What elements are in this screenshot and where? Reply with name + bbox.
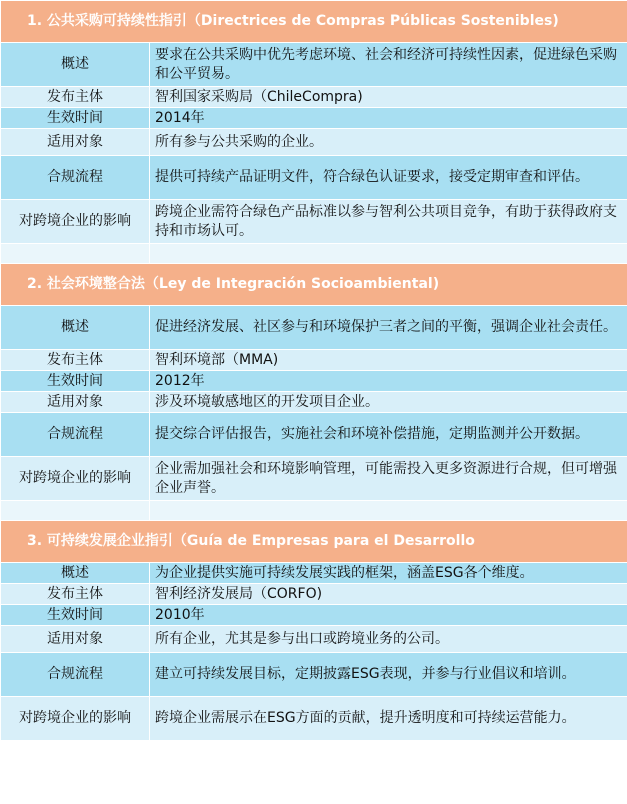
- row-label: 发布主体: [1, 350, 150, 371]
- table-row: [1, 306, 627, 350]
- row-label: 概述: [1, 563, 150, 584]
- row-value: 跨境企业需展示在ESG方面的贡献，提升透明度和可持续运营能力。: [150, 697, 627, 741]
- table-row: [1, 350, 627, 371]
- row-value: 智利国家采购局（ChileCompra): [150, 87, 627, 108]
- row-label: 概述: [1, 306, 150, 350]
- table-row: [1, 626, 627, 653]
- table-row: [1, 156, 627, 200]
- section-header-row: [1, 264, 627, 306]
- row-label: 合规流程: [1, 653, 150, 697]
- table-row: [1, 653, 627, 697]
- row-label: 合规流程: [1, 156, 150, 200]
- table-row: [1, 43, 627, 87]
- row-label: 概述: [1, 43, 150, 87]
- row-value: 2012年: [150, 371, 627, 392]
- row-value: 所有参与公共采购的企业。: [150, 129, 627, 156]
- row-value: 所有企业，尤其是参与出口或跨境业务的公司。: [150, 626, 627, 653]
- row-value: 智利环境部（MMA): [150, 350, 627, 371]
- row-label: 生效时间: [1, 371, 150, 392]
- table-row: [1, 697, 627, 741]
- row-value: 企业需加强社会和环境影响管理，可能需投入更多资源进行合规，但可增强企业声誉。: [150, 457, 627, 501]
- table-row: [1, 108, 627, 129]
- table-row: [1, 87, 627, 108]
- table-row: [1, 129, 627, 156]
- row-label: 对跨境企业的影响: [1, 200, 150, 244]
- row-label: 生效时间: [1, 108, 150, 129]
- section-title: 1. 公共采购可持续性指引（Directrices de Compras Públicas Sostenibles): [1, 1, 627, 43]
- table-row: [1, 200, 627, 244]
- table-row: [1, 605, 627, 626]
- row-label: 发布主体: [1, 87, 150, 108]
- row-label: 适用对象: [1, 392, 150, 413]
- section-header-row: [1, 1, 627, 43]
- row-value: 建立可持续发展目标，定期披露ESG表现，并参与行业倡议和培训。: [150, 653, 627, 697]
- spacer-row: [1, 501, 627, 521]
- row-value: 为企业提供实施可持续发展实践的框架，涵盖ESG各个维度。: [150, 563, 627, 584]
- row-value: 要求在公共采购中优先考虑环境、社会和经济可持续性因素，促进绿色采购和公平贸易。: [150, 43, 627, 87]
- row-label: 生效时间: [1, 605, 150, 626]
- table-row: [1, 413, 627, 457]
- section-title: 3. 可持续发展企业指引（Guía de Empresas para el Desarrollo: [1, 521, 627, 563]
- table-row: [1, 371, 627, 392]
- spacer-row: [1, 244, 627, 264]
- table-row: [1, 457, 627, 501]
- row-value: 提交综合评估报告，实施社会和环境补偿措施，定期监测并公开数据。: [150, 413, 627, 457]
- section-title: 2. 社会环境整合法（Ley de Integración Socioambiental): [1, 264, 627, 306]
- row-label: 合规流程: [1, 413, 150, 457]
- row-label: 发布主体: [1, 584, 150, 605]
- row-value: 涉及环境敏感地区的开发项目企业。: [150, 392, 627, 413]
- row-label: 对跨境企业的影响: [1, 697, 150, 741]
- table-row: [1, 584, 627, 605]
- table-row: [1, 392, 627, 413]
- table-row: [1, 563, 627, 584]
- row-value: 提供可持续产品证明文件，符合绿色认证要求，接受定期审查和评估。: [150, 156, 627, 200]
- row-label: 适用对象: [1, 129, 150, 156]
- row-value: 2010年: [150, 605, 627, 626]
- row-value: 促进经济发展、社区参与和环境保护三者之间的平衡，强调企业社会责任。: [150, 306, 627, 350]
- section-header-row: [1, 521, 627, 563]
- row-label: 适用对象: [1, 626, 150, 653]
- row-value: 跨境企业需符合绿色产品标准以参与智利公共项目竞争，有助于获得政府支持和市场认可。: [150, 200, 627, 244]
- row-value: 智利经济发展局（CORFO): [150, 584, 627, 605]
- row-label: 对跨境企业的影响: [1, 457, 150, 501]
- row-value: 2014年: [150, 108, 627, 129]
